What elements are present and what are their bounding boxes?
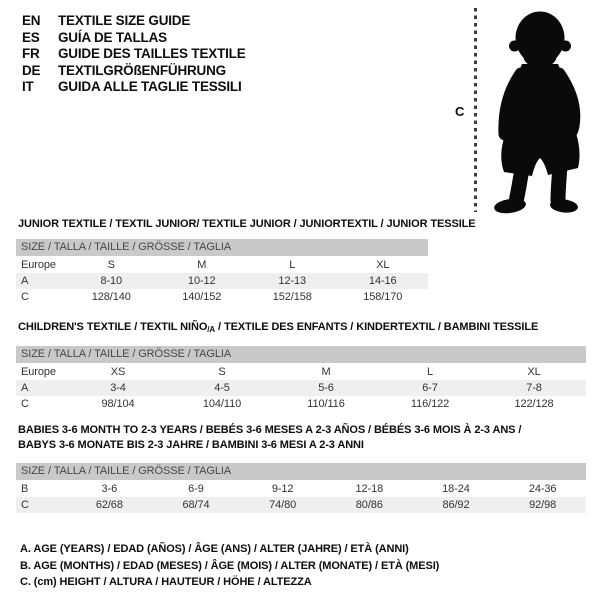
size-header-bar: SIZE / TALLA / TAILLE / GRÖSSE / TAGLIA	[16, 346, 586, 363]
row-label: A	[16, 273, 66, 289]
cell: 6-9	[188, 483, 204, 495]
cell: 152/158	[272, 291, 312, 303]
language-row	[22, 46, 246, 63]
cell: S	[218, 366, 226, 378]
cell: 92/98	[499, 497, 586, 513]
row-label: C	[21, 398, 29, 410]
section-title-subscript: /A	[207, 325, 216, 334]
table-row-months	[16, 481, 586, 497]
section-title-text: JUNIOR TEXTILE / TEXTIL JUNIOR/ TEXTILE JUNIOR / JUNIORTEXTIL / JUNIOR TESSILE	[18, 218, 476, 230]
row-label: C	[21, 291, 29, 303]
cell: 18-24	[442, 483, 470, 495]
language-header	[22, 13, 246, 96]
cell: L	[289, 259, 296, 271]
cell: 128/140	[91, 291, 131, 303]
footnote-c: C. (cm) HEIGHT / ALTURA / HAUTEUR / HÖHE / ALTEZZA	[20, 576, 312, 588]
footnote-a: A. AGE (YEARS) / EDAD (AÑOS) / ÂGE (ANS) / ALTER (JAHRE) / ETÀ (ANNI)	[20, 543, 409, 555]
section-title-text: / TEXTILE DES ENFANTS / KINDERTEXTIL / BAMBINI TESSILE	[215, 321, 539, 333]
cell: 10-12	[157, 273, 248, 289]
cell: 24-36	[528, 483, 557, 495]
language-title: GUIDE DES TAILLES TEXTILE	[58, 46, 246, 62]
language-code: IT	[22, 79, 34, 95]
language-title: GUIDA ALLE TAGLIE TESSILI	[58, 79, 242, 95]
cell: L	[426, 366, 434, 378]
size-table-children	[16, 364, 586, 412]
junior-size-table	[16, 239, 428, 305]
section-title-children	[18, 320, 538, 337]
section-title-line1: BABIES 3-6 MONTH TO 2-3 YEARS / BEBÉS 3-6 MESES A 2-3 AÑOS / BÉBÉS 3-6 MOIS À 2-3 ANS /	[18, 424, 522, 436]
cell: 3-6	[101, 483, 118, 495]
table-row-europe	[16, 364, 586, 380]
size-header-bar: SIZE / TALLA / TAILLE / GRÖSSE / TAGLIA	[16, 239, 428, 256]
row-label: Europe	[21, 259, 56, 271]
babies-size-table	[16, 463, 586, 513]
cell: S	[107, 259, 115, 271]
height-measure-label: C	[455, 104, 465, 119]
cell: 5-6	[274, 380, 378, 396]
row-label: B	[21, 483, 29, 495]
size-header-bar: SIZE / TALLA / TAILLE / GRÖSSE / TAGLIA	[16, 463, 586, 480]
cell: XL	[527, 366, 541, 378]
row-label: Europe	[21, 366, 56, 378]
section-title-line2: BABYS 3-6 MONATE BIS 2-3 JAHRE / BAMBINI 3-6 MESI A 2-3 ANNI	[18, 439, 364, 451]
language-row	[22, 13, 246, 30]
table-row-height	[16, 289, 428, 305]
cell: 9-12	[271, 483, 294, 495]
cell: 104/110	[202, 398, 242, 410]
toddler-silhouette-icon	[488, 10, 592, 215]
cell: 68/74	[153, 497, 240, 513]
cell: 86/92	[413, 497, 500, 513]
table-row-age	[16, 380, 586, 396]
cell: 158/170	[363, 291, 403, 303]
language-row	[22, 63, 246, 80]
footnotes	[20, 541, 439, 591]
cell: 116/122	[410, 398, 450, 410]
language-code: EN	[22, 13, 41, 28]
table-row-height	[16, 497, 586, 513]
cell: 14-16	[338, 273, 429, 289]
cell: 3-4	[66, 380, 170, 396]
size-table-babies	[16, 481, 586, 513]
language-code: FR	[22, 46, 40, 62]
language-title: GUÍA DE TALLAS	[58, 29, 167, 45]
language-code: ES	[22, 29, 40, 45]
cell: 12-13	[247, 273, 338, 289]
language-row	[22, 30, 246, 47]
cell: 98/104	[101, 398, 135, 410]
language-row	[22, 79, 246, 96]
cell: 74/80	[239, 497, 326, 513]
cell: M	[321, 366, 331, 378]
section-title-babies	[18, 423, 521, 453]
language-title: TEXTILGRÖßENFÜHRUNG	[58, 62, 226, 78]
row-label: C	[16, 497, 66, 513]
cell: 6-7	[378, 380, 482, 396]
language-title: TEXTILE SIZE GUIDE	[58, 13, 191, 28]
cell: 8-10	[66, 273, 157, 289]
children-size-table	[16, 346, 586, 412]
height-measure-dashed-line	[474, 8, 477, 212]
row-label: A	[16, 380, 66, 396]
cell: 12-18	[355, 483, 384, 495]
cell: 80/86	[326, 497, 413, 513]
cell: 140/152	[182, 291, 222, 303]
cell: 62/68	[66, 497, 153, 513]
cell: 110/116	[307, 398, 345, 410]
size-table-junior	[16, 257, 428, 305]
cell: M	[197, 259, 207, 271]
cell: 7-8	[482, 380, 586, 396]
cell: XL	[376, 259, 390, 271]
table-row-height	[16, 396, 586, 412]
section-title-text: CHILDREN'S TEXTILE / TEXTIL NIÑO	[18, 321, 208, 333]
table-row-age	[16, 273, 428, 289]
cell: 4-5	[170, 380, 274, 396]
cell: 122/128	[514, 398, 554, 410]
table-row-europe	[16, 257, 428, 273]
language-code: DE	[22, 62, 41, 78]
footnote-b: B. AGE (MONTHS) / EDAD (MESES) / ÂGE (MOIS) / ALTER (MONATE) / ETÀ (MESI)	[20, 559, 440, 572]
cell: XS	[110, 366, 126, 378]
section-title-junior	[18, 217, 476, 234]
